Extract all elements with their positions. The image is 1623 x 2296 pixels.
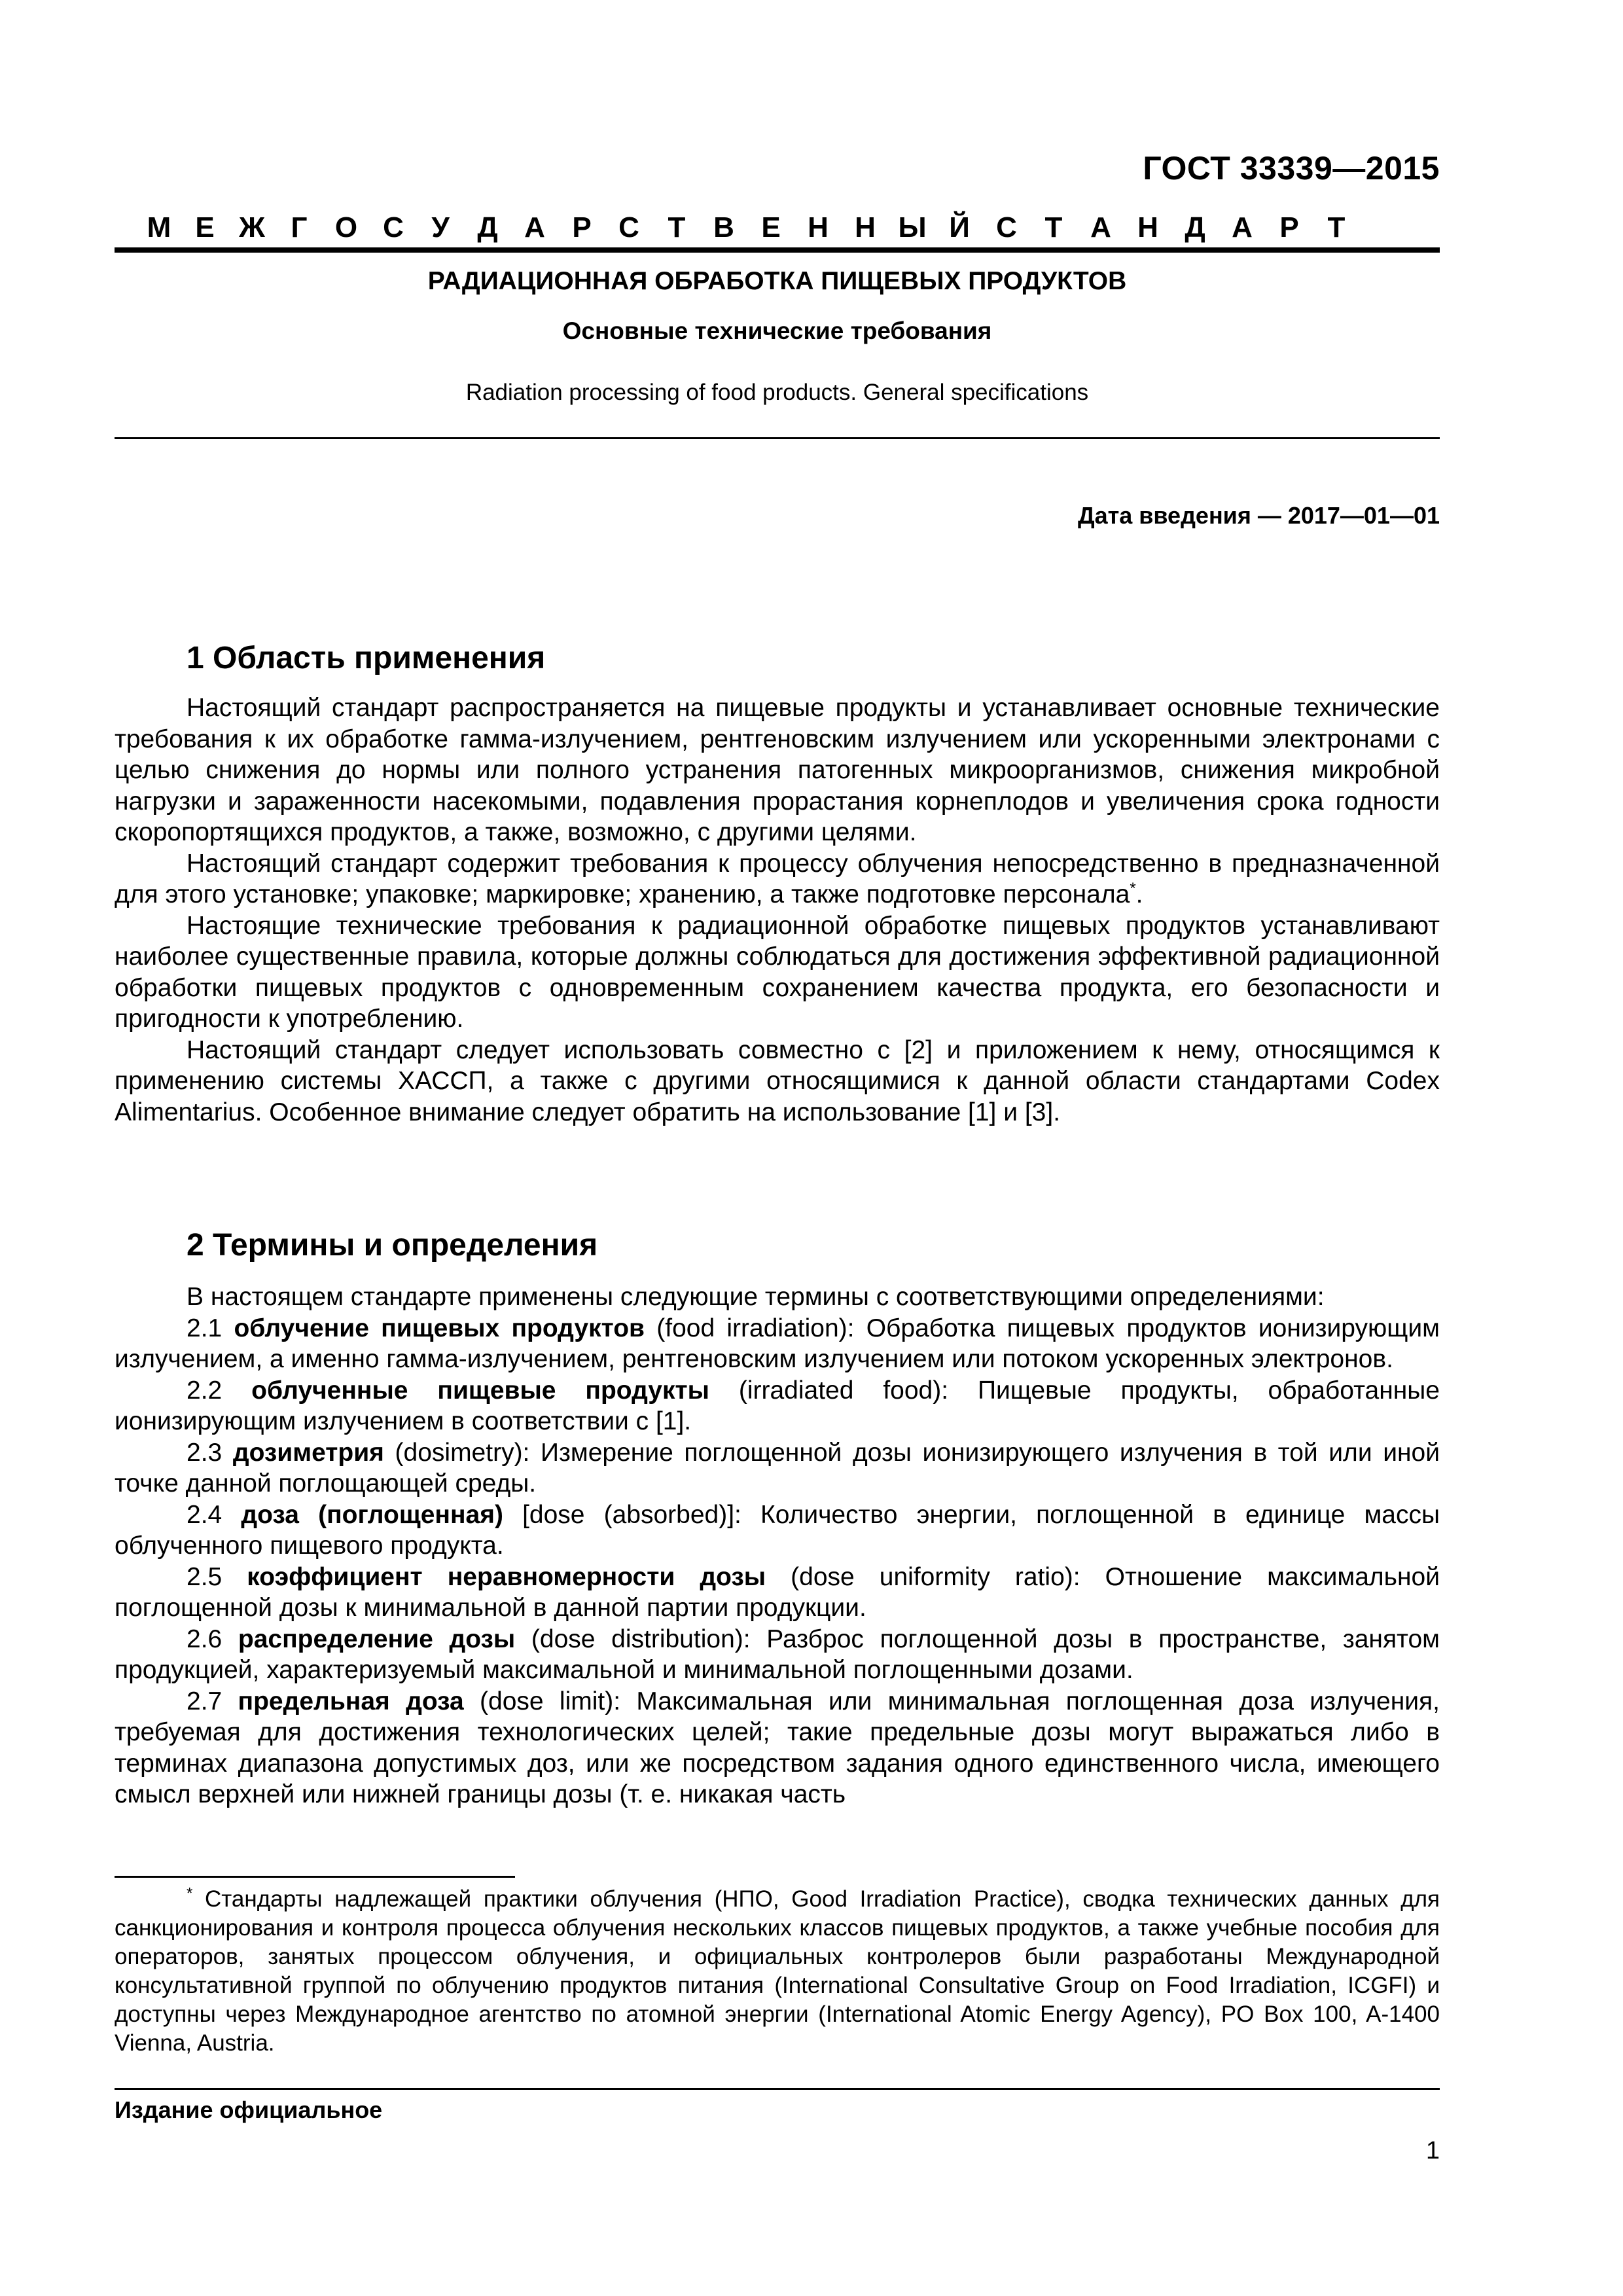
- term-number: 2.3: [187, 1438, 223, 1467]
- section-1-paragraph: Настоящий стандарт следует использовать совместно с [2] и приложением к нему, относящимся к применению системы ХАССП, а также с другими относящимися к данной области стандартами Codex Alimentarius. Особенное внимание следует обратить на использование [1] и [3].: [115, 1035, 1440, 1126]
- interstate-standard-banner: [115, 208, 1440, 247]
- interstate-letter: Д: [1185, 211, 1205, 243]
- interstate-letter: Р: [1279, 211, 1299, 243]
- term-number: 2.6: [187, 1624, 223, 1653]
- term-definition: [115, 1499, 1440, 1562]
- term-text: (dosimetry): Измерение поглощенной дозы ионизирующего излучения в той или иной точке данной поглощающей среды.: [115, 1438, 1440, 1498]
- term-definition: [115, 1624, 1440, 1686]
- interstate-letter: О: [334, 211, 358, 243]
- document-title-english: Radiation processing of food products. General specifications: [465, 380, 1089, 405]
- header-thin-rule: [115, 437, 1440, 439]
- paragraph-text: Настоящий стандарт содержит требования к процессу облучения непосредственно в предназначенной для этого установке; упаковке; маркировке; хранению, а также подготовке персонала: [115, 849, 1440, 908]
- page-number: 1: [1425, 2137, 1440, 2164]
- introduction-date: Дата введения — 2017—01—01: [1077, 502, 1440, 529]
- interstate-letter: Р: [572, 211, 592, 243]
- footnote-text: Стандарты надлежащей практики облучения (НПО, Good Irradiation Practice), сводка технических данных для санкционирования и контроля процесса облучения нескольких классов пищевых продуктов, а также учебные пособия для операторов, занятых процессом облучения, и официальных контролеров были разработаны Международной консультативной группой по облучению продуктов питания (International Consultative Group on Food Irradiation, ICGFI) и доступны через Международное агентство по атомной энергии (International Atomic Energy Agency), PO Box 100, A-1400 Vienna, Austria.: [115, 1886, 1440, 2056]
- doc-number: ГОСТ 33339—2015: [1143, 150, 1440, 187]
- term-name: доза (поглощенная): [241, 1500, 503, 1529]
- interstate-letter: Т: [1044, 211, 1063, 243]
- section-1-paragraph: [115, 848, 1440, 910]
- interstate-letter: М: [147, 211, 171, 243]
- term-name: распределение дозы: [238, 1624, 516, 1653]
- interstate-letter: Д: [477, 211, 498, 243]
- term-definition: [115, 1686, 1440, 1810]
- terms-list: [115, 1313, 1440, 1810]
- term-number: 2.7: [187, 1687, 223, 1715]
- document-title: РАДИАЦИОННАЯ ОБРАБОТКА ПИЩЕВЫХ ПРОДУКТОВ: [427, 267, 1127, 295]
- footnote-reference: *: [1130, 880, 1136, 897]
- interstate-letter: Е: [195, 211, 215, 243]
- edition-label: Издание официальное: [115, 2096, 383, 2123]
- term-text: [dose (absorbed)]: Количество энергии, поглощенной в единице массы облученного пищевого продукта.: [115, 1500, 1440, 1560]
- interstate-letter: Т: [668, 211, 686, 243]
- section-1-paragraph: Настоящие технические требования к радиационной обработке пищевых продуктов устанавливают наиболее существенные правила, которые должны соблюдаться для достижения эффективной радиационной обработки пищевых продуктов с одновременным сохранением качества продукта, его безопасности и пригодности к употреблению.: [115, 911, 1440, 1033]
- header-thick-rule: [115, 247, 1440, 253]
- interstate-letter: А: [524, 211, 545, 243]
- section-1-body: [115, 692, 1440, 1128]
- term-number: 2.5: [187, 1562, 223, 1591]
- section-1-heading: 1 Область применения: [187, 641, 546, 675]
- footnote-mark: *: [187, 1884, 193, 1903]
- term-definition: [115, 1375, 1440, 1437]
- term-definition: [115, 1562, 1440, 1624]
- interstate-letter: Н: [855, 211, 876, 243]
- interstate-letter: Ж: [239, 211, 265, 243]
- interstate-letter: Е: [761, 211, 781, 243]
- term-text: (irradiated food): Пищевые продукты, обработанные ионизирующим излучением в соответствии с [1].: [115, 1376, 1440, 1435]
- term-name: дозиметрия: [232, 1438, 384, 1467]
- footnote: [115, 1885, 1440, 2058]
- section-2-intro: В настоящем стандарте применены следующие термины с соответствующими определениями:: [187, 1283, 1325, 1311]
- interstate-letter: С: [618, 211, 639, 243]
- interstate-letter: Й: [949, 211, 970, 243]
- term-definition: [115, 1313, 1440, 1375]
- section-2-heading: 2 Термины и определения: [187, 1228, 598, 1263]
- interstate-letter: С: [996, 211, 1017, 243]
- footer-rule: [115, 2088, 1440, 2090]
- interstate-letter: А: [1090, 211, 1111, 243]
- interstate-letter: Т: [1327, 211, 1346, 243]
- term-number: 2.2: [187, 1376, 223, 1405]
- interstate-letter: Н: [808, 211, 829, 243]
- term-text: (dose limit): Максимальная или минимальная поглощенная доза излучения, требуемая для достижения технологических целей; такие предельные дозы могут выражаться либо в терминах диапазона допустимых доз, или же посредством задания одного единственного числа, имеющего смысл верхней или нижней границы дозы (т. е. никакая часть: [115, 1687, 1440, 1808]
- interstate-letter: С: [383, 211, 404, 243]
- section-2-body: [115, 1282, 1440, 1810]
- term-text: (dose distribution): Разброс поглощенной дозы в пространстве, занятом продукцией, характеризуемый максимальной и минимальной поглощенными дозами.: [115, 1624, 1440, 1684]
- footnote-rule: [115, 1876, 515, 1878]
- term-name: предельная доза: [238, 1687, 464, 1715]
- term-definition: [115, 1437, 1440, 1499]
- document-subtitle: Основные технические требования: [562, 317, 992, 344]
- term-name: облучение пищевых продуктов: [234, 1314, 645, 1342]
- term-number: 2.4: [187, 1500, 223, 1529]
- term-name: облученные пищевые продукты: [251, 1376, 709, 1405]
- interstate-letter: У: [431, 211, 450, 243]
- interstate-letter: А: [1232, 211, 1253, 243]
- interstate-letter: Н: [1137, 211, 1158, 243]
- interstate-letter: В: [713, 211, 734, 243]
- section-1-paragraph: Настоящий стандарт распространяется на пищевые продукты и устанавливает основные технические требования к их обработке гамма-излучением, рентгеновским излучением или ускоренными электронами с целью снижения до нормы или полного устранения патогенных микроорганизмов, снижения микробной нагрузки и зараженности насекомыми, подавления прорастания корнеплодов и увеличения срока годности скоропортящихся продуктов, а также, возможно, с другими целями.: [115, 694, 1440, 846]
- term-text: (food irradiation): Обработка пищевых продуктов ионизирующим излучением, а именно гамма-излучением, рентгеновским излучением или потоком ускоренных электронов.: [115, 1314, 1440, 1373]
- paragraph-end: .: [1135, 880, 1143, 908]
- interstate-letter: Г: [291, 211, 308, 243]
- term-number: 2.1: [187, 1314, 223, 1342]
- interstate-letter: Ы: [898, 211, 927, 243]
- term-text: (dose uniformity ratio): Отношение максимальной поглощенной дозы к минимальной в данной партии продукции.: [115, 1562, 1440, 1622]
- term-name: коэффициент неравномерности дозы: [247, 1562, 766, 1591]
- document-page: [115, 0, 1440, 2296]
